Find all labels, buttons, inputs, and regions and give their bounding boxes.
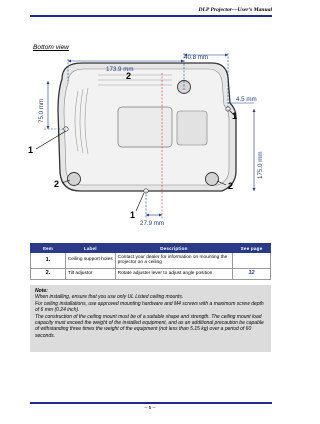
dim-label-left-vertical: 75.0 mm — [38, 98, 45, 123]
callout-ceiling-hole-right: 1 — [232, 111, 238, 121]
header-divider — [30, 15, 272, 17]
parts-table — [30, 243, 271, 280]
lamp-cover — [177, 111, 207, 145]
page-link[interactable]: 12 — [233, 268, 271, 279]
callout-ceiling-hole-left: 1 — [28, 145, 34, 155]
table-row — [31, 268, 271, 279]
table-row — [31, 253, 271, 269]
manual-header-title: DLP Projector—User’s Manual — [198, 7, 272, 13]
center-panel — [118, 107, 172, 147]
note-title: Note: — [35, 288, 48, 294]
row-label: Ceiling support holes — [65, 253, 115, 269]
header-see-page: See page — [233, 244, 271, 253]
row-page — [233, 253, 271, 269]
page-number: – 5 – — [144, 406, 156, 411]
dim-label-top-left: 173.9 mm — [106, 66, 134, 73]
tilt-foot-left — [68, 173, 81, 186]
row-item: 2. — [31, 268, 66, 279]
row-description: Rotate adjuster lever to adjust angle position. — [115, 268, 232, 279]
dim-label-bottom: 27.9 mm — [140, 220, 165, 227]
note-line: For ceiling installations, use approved mounting hardware and M4 screws with a maximum screw depth of 6 mm (0.24 inch). — [35, 300, 264, 314]
header-label: Label — [65, 244, 115, 253]
header-description: Description — [115, 244, 232, 253]
callout-tilt-adjustor-top: 2 — [126, 71, 132, 81]
dim-label-right-small: 4.5 mm — [236, 96, 257, 103]
projector-bottom-diagram — [22, 51, 278, 229]
note-box — [30, 285, 271, 352]
callout-tilt-adjustor-right: 2 — [228, 181, 234, 191]
dim-label-right-vertical: 175.0 mm — [257, 151, 264, 179]
note-line: The construction of the ceiling mount must be of a suitable shape and strength. The ceiling mount load capacity must exceed the weight of the installed equipment, and as an additional precaution be capable of withstanding three times the weight of the equipment (not less than 5.15 kg) over a period of 60 seconds. — [35, 313, 264, 339]
section-title: Bottom view — [33, 44, 69, 51]
row-item: 1. — [31, 253, 66, 269]
header-item: Item — [31, 244, 66, 253]
row-label: Tilt adjustor — [65, 268, 115, 279]
dim-label-top-right: 40.8 mm — [184, 54, 209, 61]
tilt-foot-right — [206, 173, 219, 186]
callout-ceiling-hole-bottom: 1 — [130, 210, 136, 220]
row-description: Contact your dealer for information on mounting the projector on a ceiling — [115, 253, 232, 269]
table-header-row — [31, 244, 271, 253]
callout-tilt-adjustor-left: 2 — [54, 179, 60, 189]
note-line: When installing, ensure that you use only UL Listed ceiling mounts. — [35, 294, 184, 301]
footer-divider — [30, 402, 272, 404]
